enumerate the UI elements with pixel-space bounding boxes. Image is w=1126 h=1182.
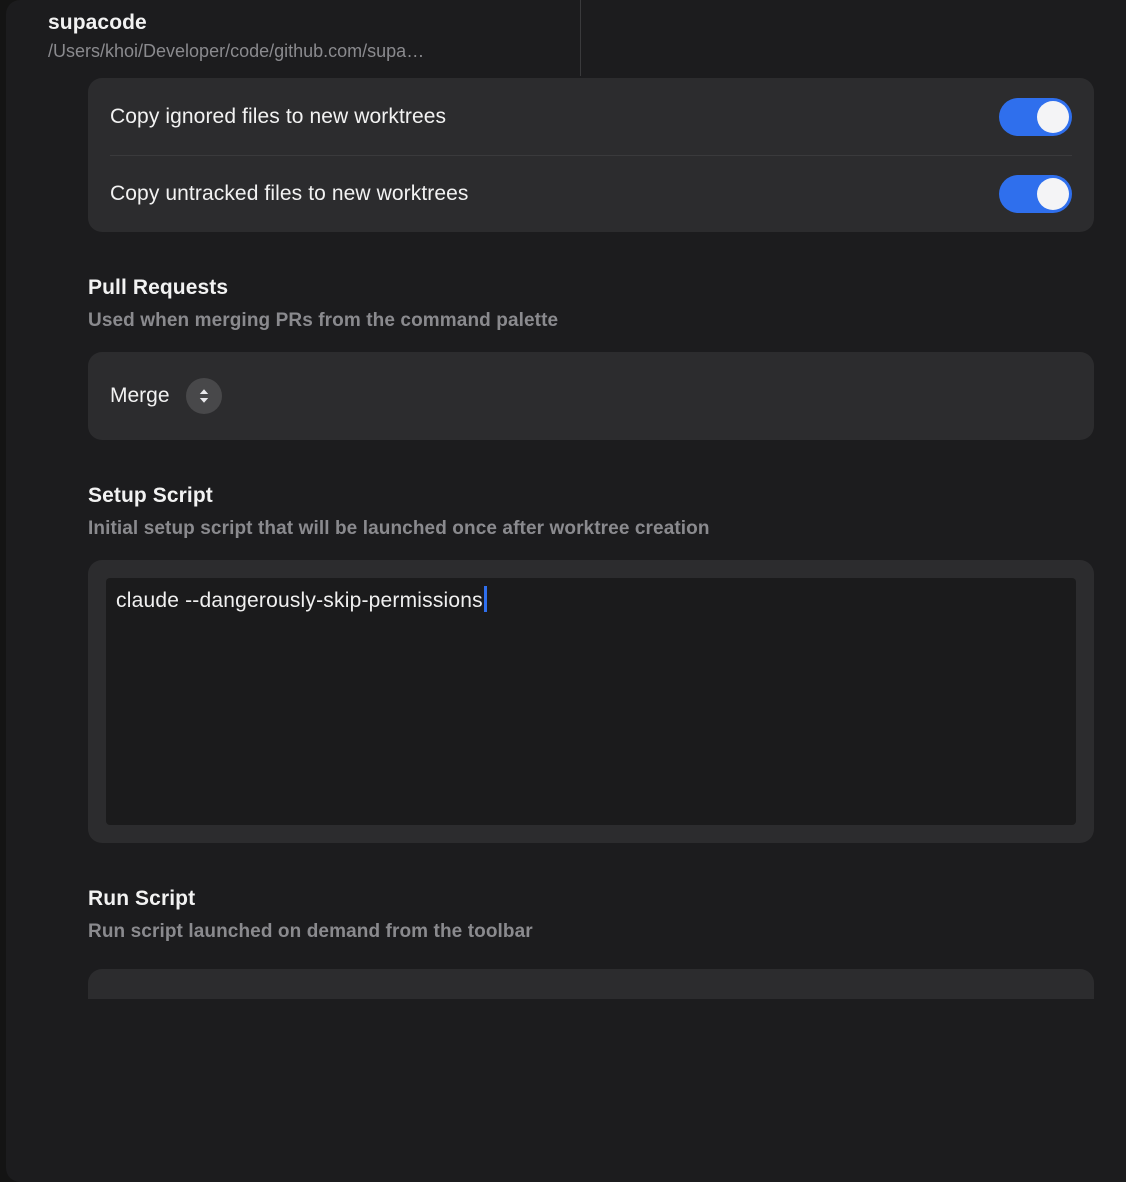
project-name: supacode — [48, 11, 147, 34]
header-divider — [580, 0, 581, 76]
run-script-card-peek[interactable] — [88, 969, 1094, 999]
run-script-title: Run Script — [88, 887, 196, 910]
setting-row-copy-untracked[interactable] — [110, 155, 1072, 232]
setup-script-description: Initial setup script that will be launched once after worktree creation — [88, 518, 710, 539]
setup-script-card — [88, 560, 1094, 843]
setting-label-copy-untracked: Copy untracked files to new worktrees — [110, 182, 469, 205]
setting-row-copy-ignored[interactable] — [110, 78, 1072, 155]
setup-script-value: claude --dangerously-skip-permissions — [116, 589, 483, 612]
toggle-knob — [1037, 101, 1069, 133]
toggle-knob — [1037, 178, 1069, 210]
settings-body — [22, 78, 1126, 999]
project-path: /Users/khoi/Developer/code/github.com/supa… — [48, 41, 425, 61]
settings-content — [22, 0, 1126, 1182]
chevron-up-down-icon[interactable] — [186, 378, 222, 414]
setup-script-section — [88, 484, 1094, 843]
pull-requests-title: Pull Requests — [88, 276, 229, 299]
pull-requests-section — [88, 276, 1094, 440]
worktree-settings-card — [88, 78, 1094, 232]
toggle-copy-ignored-files[interactable] — [999, 98, 1072, 136]
project-header — [22, 0, 1126, 78]
run-script-description: Run script launched on demand from the toolbar — [88, 921, 533, 942]
run-script-section — [88, 887, 1094, 943]
setup-script-title: Setup Script — [88, 484, 213, 507]
setting-label-copy-ignored: Copy ignored files to new worktrees — [110, 104, 447, 128]
setup-script-editor[interactable] — [106, 578, 1076, 825]
text-caret — [484, 586, 487, 612]
merge-strategy-select[interactable] — [88, 352, 1094, 440]
pull-requests-description: Used when merging PRs from the command palette — [88, 310, 559, 331]
merge-strategy-value: Merge — [110, 384, 170, 407]
toggle-copy-untracked-files[interactable] — [999, 175, 1072, 213]
